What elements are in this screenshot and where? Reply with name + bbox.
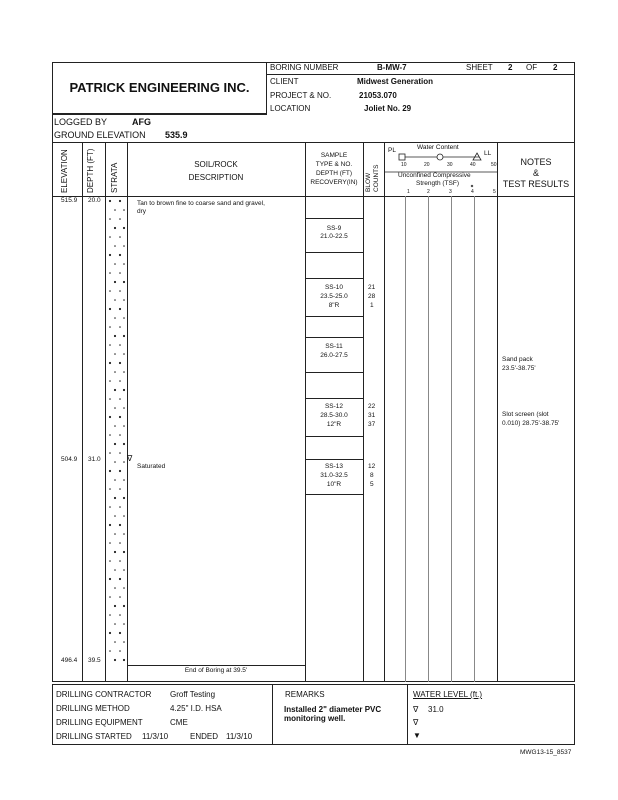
note-slot-2: 0.010) 28.75'-38.75' bbox=[502, 420, 560, 427]
ll-label: LL bbox=[484, 150, 492, 157]
blow-ss10-2: 28 bbox=[368, 293, 376, 300]
pl-label: PL bbox=[388, 147, 396, 154]
sample-sep-2 bbox=[305, 252, 363, 253]
strata-dot bbox=[109, 524, 111, 526]
project-value: 21053.070 bbox=[359, 91, 397, 100]
sample-id-ss10: SS-10 bbox=[324, 284, 344, 291]
sample-rec-ss12: 12"R bbox=[326, 421, 342, 428]
company-name: PATRICK ENGINEERING INC. bbox=[69, 80, 250, 95]
strata-dot bbox=[109, 488, 111, 490]
graph-grid-2 bbox=[428, 196, 429, 682]
strata-dot bbox=[123, 335, 125, 337]
strata-dot bbox=[119, 560, 121, 562]
strata-dot bbox=[119, 434, 121, 436]
sample-depth-ss11: 26.0-27.5 bbox=[320, 352, 348, 359]
strata-dot bbox=[119, 452, 121, 454]
col-line-graph bbox=[497, 142, 498, 682]
elev-top: 515.9 bbox=[61, 197, 78, 204]
strata-dot bbox=[123, 623, 125, 625]
strata-dot bbox=[109, 290, 111, 292]
strata-dot bbox=[123, 209, 125, 211]
strata-dot bbox=[114, 641, 116, 643]
strata-dot bbox=[114, 515, 116, 517]
strata-dot bbox=[114, 569, 116, 571]
strata-dot bbox=[109, 236, 111, 238]
strata-dot bbox=[114, 227, 116, 229]
soil-header-1: SOIL/ROCK bbox=[194, 160, 238, 169]
graph-grid-3 bbox=[451, 196, 452, 682]
sheet-of: OF bbox=[526, 63, 538, 72]
sample-sep-6 bbox=[305, 372, 363, 373]
col-line-strata bbox=[127, 142, 128, 682]
note-slot-1: Slot screen (slot bbox=[502, 411, 549, 418]
sheet-label: SHEET bbox=[466, 63, 493, 72]
col-line-sample bbox=[363, 142, 364, 682]
strata-dot bbox=[119, 470, 121, 472]
strata-dot bbox=[119, 218, 121, 220]
col-line-elev bbox=[82, 142, 83, 682]
strata-dot bbox=[114, 425, 116, 427]
strata-dot bbox=[114, 623, 116, 625]
soil-header-2: DESCRIPTION bbox=[188, 173, 244, 182]
sample-sep-5 bbox=[305, 337, 363, 338]
sample-header-2: TYPE & NO. bbox=[315, 161, 353, 168]
graph-grid-1 bbox=[405, 196, 406, 682]
strata-dot bbox=[123, 515, 125, 517]
desc-end-of-boring: End of Boring at 39.5' bbox=[184, 667, 248, 674]
strata-dot bbox=[114, 443, 116, 445]
strata-dot bbox=[123, 425, 125, 427]
water-level-symbol-2: ∇ bbox=[413, 718, 419, 727]
blow-header-1: BLOW bbox=[365, 172, 372, 192]
client-value: Midwest Generation bbox=[357, 77, 434, 86]
boring-number-label: BORING NUMBER bbox=[270, 63, 339, 72]
ground-elev-value: 535.9 bbox=[165, 130, 188, 140]
boring-number: B-MW-7 bbox=[377, 63, 407, 72]
strata-dot bbox=[119, 542, 121, 544]
water-level-symbol-1: ∇ bbox=[413, 705, 419, 714]
ucs-label-1: Unconfined Compressive bbox=[398, 172, 471, 179]
sample-sep-3 bbox=[305, 278, 363, 279]
ucs-tick-4: 4 bbox=[471, 189, 474, 195]
strata-dot bbox=[114, 407, 116, 409]
remarks-label: REMARKS bbox=[285, 690, 325, 699]
elev-mid: 504.9 bbox=[61, 456, 78, 463]
strata-dot bbox=[114, 659, 116, 661]
blow-ss13-1: 12 bbox=[368, 463, 376, 470]
desc-line-2: dry bbox=[137, 208, 147, 215]
sample-depth-ss12: 28.5-30.0 bbox=[320, 412, 348, 419]
sample-id-ss12: SS-12 bbox=[324, 403, 344, 410]
depth-bot: 39.5 bbox=[88, 657, 101, 664]
note-sand-pack-1: Sand pack bbox=[502, 356, 533, 363]
sheet-total: 2 bbox=[553, 63, 558, 72]
wc-tick-30: 30 bbox=[447, 162, 453, 168]
strata-dot bbox=[119, 344, 121, 346]
strata-dot bbox=[119, 200, 121, 202]
ucs-tick-3: 3 bbox=[449, 189, 452, 195]
strata-dot bbox=[109, 614, 111, 616]
strata-dot bbox=[109, 560, 111, 562]
strata-dot bbox=[119, 272, 121, 274]
logged-by-value: AFG bbox=[132, 117, 151, 127]
ucs-label-2: Strength (TSF) bbox=[416, 180, 459, 187]
strata-dot bbox=[119, 398, 121, 400]
ended-label: ENDED bbox=[190, 732, 219, 741]
sample-sep-8 bbox=[305, 436, 363, 437]
sample-header-1: SAMPLE bbox=[320, 152, 348, 159]
strata-dot bbox=[114, 551, 116, 553]
strata-dot bbox=[114, 587, 116, 589]
sample-sep-4 bbox=[305, 316, 363, 317]
strata-dot bbox=[114, 371, 116, 373]
sample-id-ss9: SS-9 bbox=[326, 225, 342, 232]
wc-tick-40: 40 bbox=[470, 162, 476, 168]
strata-dot bbox=[114, 245, 116, 247]
strata-dot bbox=[114, 605, 116, 607]
water-level-value-1: 31.0 bbox=[428, 705, 444, 714]
strata-dot bbox=[114, 533, 116, 535]
project-label: PROJECT & NO. bbox=[270, 91, 332, 100]
ucs-tick-2: 2 bbox=[427, 189, 430, 195]
depth-header: DEPTH (FT) bbox=[86, 148, 95, 193]
strata-dot bbox=[123, 551, 125, 553]
strata-dot bbox=[109, 452, 111, 454]
method-label: DRILLING METHOD bbox=[56, 704, 130, 713]
strata-dot bbox=[109, 542, 111, 544]
blow-ss10-1: 21 bbox=[368, 284, 376, 291]
depth-mid: 31.0 bbox=[88, 456, 101, 463]
started-value: 11/3/10 bbox=[142, 732, 169, 741]
ucs-tick-5: 5 bbox=[493, 189, 496, 195]
sample-depth-ss13: 31.0-32.5 bbox=[320, 472, 348, 479]
strata-dot bbox=[114, 299, 116, 301]
blow-ss10-3: 1 bbox=[370, 302, 374, 309]
strata-dot bbox=[119, 650, 121, 652]
strata-dot bbox=[123, 533, 125, 535]
contractor-label: DRILLING CONTRACTOR bbox=[56, 690, 152, 699]
graph-grid-4 bbox=[474, 196, 475, 682]
strata-dot bbox=[109, 326, 111, 328]
strata-dot bbox=[119, 236, 121, 238]
sample-sep-9 bbox=[305, 459, 363, 460]
water-level-symbol-3: ▼ bbox=[413, 731, 421, 740]
sample-rec-ss13: 10"R bbox=[326, 481, 342, 488]
strata-dot bbox=[119, 506, 121, 508]
strata-dot bbox=[109, 398, 111, 400]
strata-dot bbox=[114, 353, 116, 355]
method-value: 4.25" I.D. HSA bbox=[170, 704, 222, 713]
strata-dot bbox=[123, 443, 125, 445]
strata-dot bbox=[109, 416, 111, 418]
remarks-line-2: monitoring well. bbox=[284, 714, 346, 723]
desc-line-1: Tan to brown fine to coarse sand and gravel, bbox=[137, 200, 265, 207]
blow-ss12-2: 31 bbox=[368, 412, 376, 419]
footer-divider-2 bbox=[407, 684, 408, 745]
strata-dot bbox=[119, 524, 121, 526]
equipment-label: DRILLING EQUIPMENT bbox=[56, 718, 143, 727]
strata-dot bbox=[109, 362, 111, 364]
strata-dot bbox=[123, 299, 125, 301]
note-sand-pack-2: 23.5'-38.75' bbox=[502, 365, 536, 372]
strata-dot bbox=[123, 587, 125, 589]
strata-dot bbox=[114, 335, 116, 337]
strata-dot bbox=[123, 281, 125, 283]
strata-dot bbox=[109, 380, 111, 382]
depth-top: 20.0 bbox=[88, 197, 101, 204]
strata-dot bbox=[123, 353, 125, 355]
strata-dot bbox=[114, 281, 116, 283]
strata-dot bbox=[123, 227, 125, 229]
strata-dot bbox=[114, 461, 116, 463]
location-value: Joliet No. 29 bbox=[364, 104, 412, 113]
strata-dot bbox=[114, 317, 116, 319]
contractor-value: Groff Testing bbox=[170, 690, 216, 699]
strata-dot bbox=[123, 371, 125, 373]
strata-dot bbox=[123, 659, 125, 661]
blow-header-2: COUNTS bbox=[373, 164, 380, 192]
strata-dot bbox=[123, 317, 125, 319]
strata-dot bbox=[123, 407, 125, 409]
strata-dot bbox=[109, 218, 111, 220]
strata-dot bbox=[114, 209, 116, 211]
strata-dot bbox=[119, 578, 121, 580]
notes-header-3: TEST RESULTS bbox=[502, 179, 570, 189]
strata-dot bbox=[109, 308, 111, 310]
strata-dot bbox=[109, 200, 111, 202]
strata-dot bbox=[109, 272, 111, 274]
strata-header: STRATA bbox=[110, 162, 119, 193]
strata-dot bbox=[123, 263, 125, 265]
sheet-num: 2 bbox=[508, 63, 513, 72]
desc-saturated: Saturated bbox=[137, 463, 166, 470]
started-label: DRILLING STARTED bbox=[56, 732, 132, 741]
sample-header-3: DEPTH (FT) bbox=[315, 170, 353, 177]
header-line-1 bbox=[267, 74, 575, 75]
strata-dot bbox=[114, 497, 116, 499]
wc-tick-20: 20 bbox=[424, 162, 430, 168]
sample-depth-ss9: 21.0-22.5 bbox=[320, 233, 348, 240]
strata-dot bbox=[119, 380, 121, 382]
strata-dot bbox=[109, 254, 111, 256]
strata-dot bbox=[109, 344, 111, 346]
blow-ss12-1: 22 bbox=[368, 403, 376, 410]
sample-rec-ss10: 8"R bbox=[328, 302, 340, 309]
strata-dot bbox=[109, 632, 111, 634]
strata-dot bbox=[123, 389, 125, 391]
water-table-symbol: ∇ bbox=[127, 454, 133, 463]
equipment-value: CME bbox=[170, 718, 188, 727]
strata-sand-gravel-pattern bbox=[106, 197, 127, 665]
sample-sep-10 bbox=[305, 494, 363, 495]
strata-dot bbox=[123, 641, 125, 643]
wc-tick-50: 50 bbox=[491, 162, 497, 168]
blow-ss12-3: 37 bbox=[368, 421, 376, 428]
end-of-boring-line bbox=[127, 665, 305, 666]
strata-dot bbox=[109, 470, 111, 472]
strata-dot bbox=[123, 461, 125, 463]
blow-ss13-3: 5 bbox=[370, 481, 374, 488]
col-line-blow bbox=[384, 142, 385, 682]
sample-sep-1 bbox=[305, 218, 363, 219]
strata-dot bbox=[119, 596, 121, 598]
strata-dot bbox=[114, 479, 116, 481]
strata-dot bbox=[114, 263, 116, 265]
document-id: MWG13-15_8537 bbox=[520, 749, 572, 756]
client-label: CLIENT bbox=[270, 77, 299, 86]
strata-dot bbox=[119, 326, 121, 328]
ucs-tick-1: 1 bbox=[407, 189, 410, 195]
strata-dot bbox=[119, 308, 121, 310]
sample-depth-ss10: 23.5-25.0 bbox=[320, 293, 348, 300]
strata-dot bbox=[123, 569, 125, 571]
strata-dot bbox=[109, 506, 111, 508]
strata-dot bbox=[109, 434, 111, 436]
footer-divider-1 bbox=[272, 684, 273, 745]
sample-id-ss13: SS-13 bbox=[324, 463, 344, 470]
strata-dot bbox=[119, 614, 121, 616]
elevation-header: ELEVATION bbox=[60, 149, 69, 193]
strata-dot bbox=[119, 632, 121, 634]
strata-dot bbox=[123, 245, 125, 247]
wc-tick-10: 10 bbox=[401, 162, 407, 168]
remarks-line-1: Installed 2" diameter PVC bbox=[284, 705, 382, 714]
sample-sep-7 bbox=[305, 398, 363, 399]
strata-dot bbox=[119, 362, 121, 364]
strata-dot bbox=[123, 479, 125, 481]
notes-header-1: NOTES bbox=[520, 157, 552, 167]
water-content-label: Water Content bbox=[417, 144, 459, 151]
strata-dot bbox=[123, 605, 125, 607]
strata-dot bbox=[109, 650, 111, 652]
logged-by-label: LOGGED BY bbox=[54, 117, 108, 127]
water-level-label: WATER LEVEL (ft.) bbox=[413, 690, 483, 699]
ground-elev-label: GROUND ELEVATION bbox=[54, 130, 146, 140]
notes-header-2: & bbox=[532, 168, 539, 178]
ended-value: 11/3/10 bbox=[226, 732, 253, 741]
sample-id-ss11: SS-11 bbox=[325, 343, 343, 350]
elev-bot: 496.4 bbox=[61, 657, 78, 664]
location-label: LOCATION bbox=[270, 104, 311, 113]
strata-dot bbox=[119, 290, 121, 292]
strata-dot bbox=[109, 578, 111, 580]
header-line-2 bbox=[52, 114, 267, 115]
strata-dot bbox=[119, 488, 121, 490]
blow-ss13-2: 8 bbox=[370, 472, 374, 479]
strata-dot bbox=[123, 497, 125, 499]
strata-dot bbox=[109, 596, 111, 598]
strata-dot bbox=[119, 416, 121, 418]
strata-dot bbox=[119, 254, 121, 256]
strata-dot bbox=[114, 389, 116, 391]
sample-header-4: RECOVERY(IN) bbox=[310, 179, 358, 186]
